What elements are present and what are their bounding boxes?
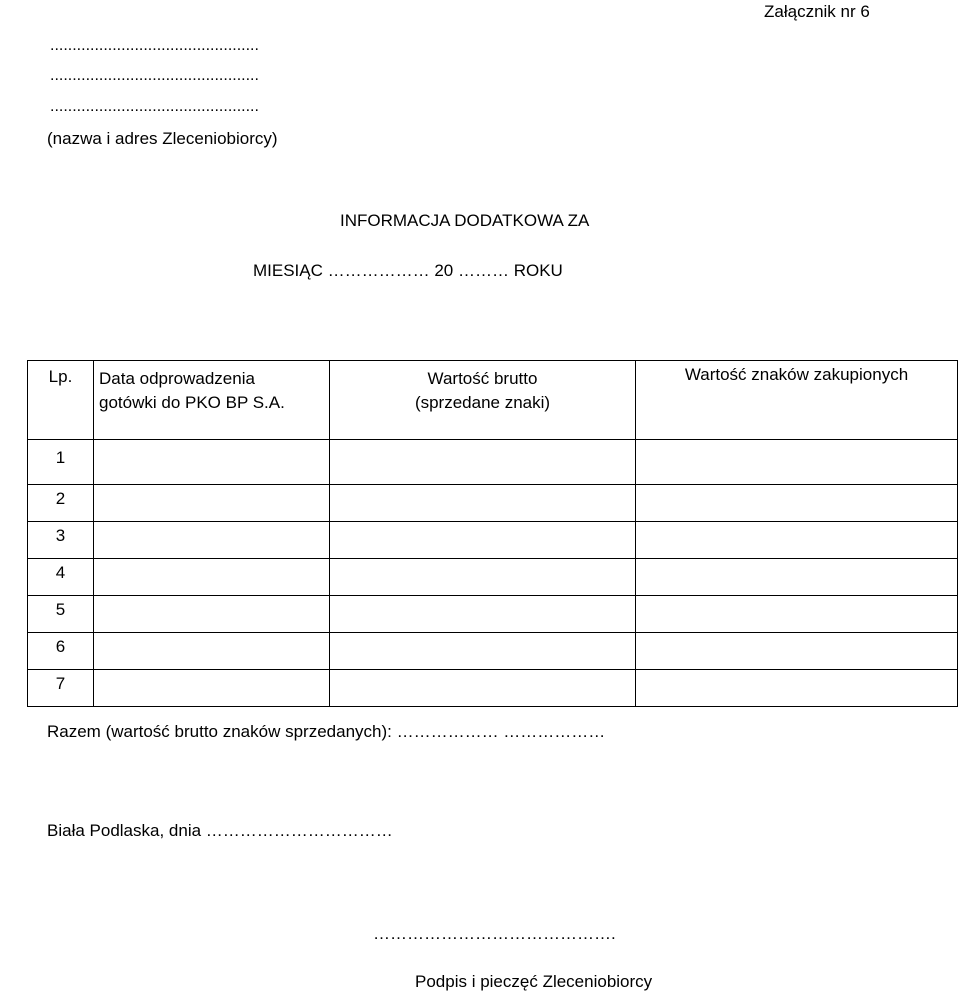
date-cell[interactable] <box>94 596 330 633</box>
header-lp: Lp. <box>28 361 94 440</box>
date-cell[interactable] <box>94 559 330 596</box>
marks-value-cell[interactable] <box>636 440 958 485</box>
date-cell[interactable] <box>94 670 330 707</box>
gross-value-cell[interactable] <box>330 440 636 485</box>
row-number: 1 <box>28 440 94 485</box>
document-title: INFORMACJA DODATKOWA ZA <box>340 211 590 230</box>
row-number: 2 <box>28 485 94 522</box>
contractor-dots-line-2: ............................................... <box>50 67 259 84</box>
date-cell[interactable] <box>94 440 330 485</box>
gross-value-cell[interactable] <box>330 596 636 633</box>
header-date-line-2: gotówki do PKO BP S.A. <box>99 393 285 412</box>
marks-value-cell[interactable] <box>636 559 958 596</box>
header-date-line-1: Data odprowadzenia <box>99 369 255 388</box>
date-cell[interactable] <box>94 633 330 670</box>
table-row <box>28 633 958 670</box>
marks-value-cell[interactable] <box>636 670 958 707</box>
table-row <box>28 440 958 485</box>
table-row <box>28 670 958 707</box>
gross-value-cell[interactable] <box>330 485 636 522</box>
marks-value-cell[interactable] <box>636 596 958 633</box>
table-row <box>28 485 958 522</box>
row-number: 7 <box>28 670 94 707</box>
info-table <box>27 360 958 707</box>
table-header-row <box>28 361 958 440</box>
table-row <box>28 559 958 596</box>
header-gross-line-1: Wartość brutto <box>427 369 538 388</box>
marks-value-cell[interactable] <box>636 522 958 559</box>
marks-value-cell[interactable] <box>636 633 958 670</box>
gross-value-cell[interactable] <box>330 670 636 707</box>
row-number: 5 <box>28 596 94 633</box>
row-number: 3 <box>28 522 94 559</box>
header-date <box>94 361 330 440</box>
contractor-dots-line-3: ............................................... <box>50 98 259 115</box>
contractor-label: (nazwa i adres Zleceniobiorcy) <box>47 129 278 148</box>
contractor-dots-line-1: ............................................... <box>50 37 259 54</box>
place-date-line: Biała Podlaska, dnia …………………………… <box>47 821 393 840</box>
header-gross-value <box>330 361 636 440</box>
row-number: 4 <box>28 559 94 596</box>
table-row <box>28 522 958 559</box>
gross-value-cell[interactable] <box>330 633 636 670</box>
signature-label: Podpis i pieczęć Zleceniobiorcy <box>415 972 653 991</box>
total-gross-line: Razem (wartość brutto znaków sprzedanych): ……………… ……………… <box>47 722 606 741</box>
attachment-label: Załącznik nr 6 <box>764 2 870 21</box>
row-number: 6 <box>28 633 94 670</box>
signature-dots: ……………………………………. <box>373 924 616 943</box>
table-row <box>28 596 958 633</box>
header-marks-value: Wartość znaków zakupionych <box>636 361 958 440</box>
gross-value-cell[interactable] <box>330 522 636 559</box>
date-cell[interactable] <box>94 522 330 559</box>
header-gross-line-2: (sprzedane znaki) <box>414 393 551 412</box>
document-period: MIESIĄC ……………… 20 ……… ROKU <box>253 261 563 280</box>
marks-value-cell[interactable] <box>636 485 958 522</box>
gross-value-cell[interactable] <box>330 559 636 596</box>
date-cell[interactable] <box>94 485 330 522</box>
